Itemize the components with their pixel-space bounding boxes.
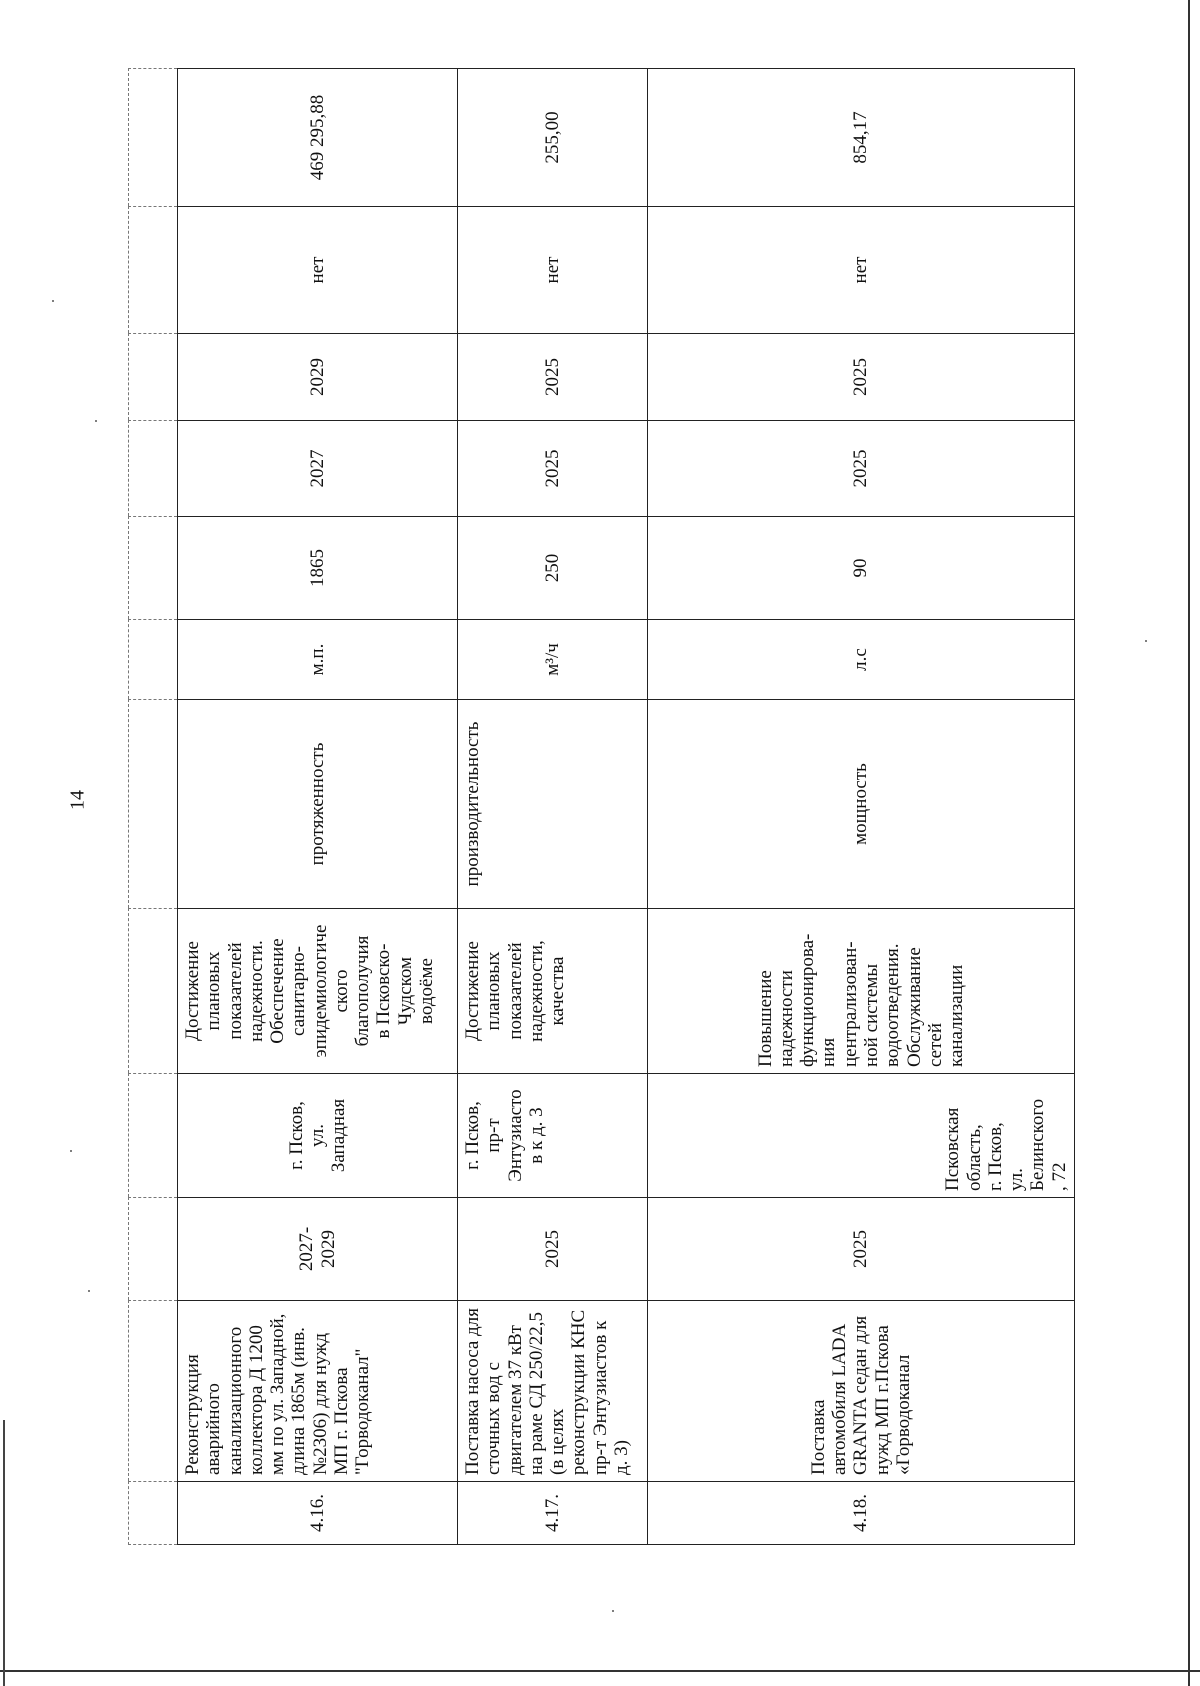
sheet-edge-right xyxy=(1188,0,1190,1686)
row-year-start: 2025 xyxy=(458,421,648,517)
table-row xyxy=(648,69,1075,1545)
row-flag: нет xyxy=(458,207,648,334)
strip-cell xyxy=(129,700,178,909)
row-number: 4.16. xyxy=(178,1482,458,1545)
scan-speck xyxy=(1145,640,1147,642)
row-period: 2025 xyxy=(458,1198,648,1301)
strip-cell xyxy=(129,1198,178,1301)
row-value: 250 xyxy=(458,517,648,620)
strip-cell xyxy=(129,620,178,700)
strip-cell xyxy=(129,1482,178,1545)
row-cost: 854,17 xyxy=(648,69,1075,207)
row-cost: 255,00 xyxy=(458,69,648,207)
row-value: 1865 xyxy=(178,517,458,620)
scan-speck xyxy=(52,300,54,302)
row-goal: Повышение надежности функционирова- ния централизован- ной системы водоотведения. Обслуживание сетей канализации xyxy=(648,909,1075,1074)
row-year-end: 2025 xyxy=(648,334,1075,421)
row-period: 2025 xyxy=(648,1198,1075,1301)
row-cost: 469 295,88 xyxy=(178,69,458,207)
investment-table xyxy=(128,68,1075,1545)
page-number: 14 xyxy=(66,790,89,810)
row-goal: Достижение плановых показателей надежности. Обеспечение санитарно- эпидемиологиче ского благополучия в Псковско- Чудском водоёме xyxy=(178,909,458,1074)
row-flag: нет xyxy=(178,207,458,334)
row-location: Псковская область, г. Псков, ул. Белинского , 72 xyxy=(648,1074,1075,1198)
row-year-start: 2025 xyxy=(648,421,1075,517)
strip-cell xyxy=(129,334,178,421)
row-period: 2027- 2029 xyxy=(178,1198,458,1301)
row-location: г. Псков, пр-т Энтузиасто в к д. 3 xyxy=(458,1074,648,1198)
strip-cell xyxy=(129,69,178,207)
strip-cell xyxy=(129,1074,178,1198)
row-indicator: мощность xyxy=(648,700,1075,909)
scan-speck xyxy=(70,1150,72,1152)
strip-cell xyxy=(129,517,178,620)
row-indicator: протяженность xyxy=(178,700,458,909)
row-unit: м.п. xyxy=(178,620,458,700)
sheet-edge-bottom xyxy=(0,1670,1200,1672)
row-description: Поставка насоса для сточных вод с двигателем 37 кВт на раме СД 250/22,5 (в целях реконструкции КНС пр-т Энтузиастов к д. 3) xyxy=(458,1301,648,1482)
row-unit: м³/ч xyxy=(458,620,648,700)
strip-cell xyxy=(129,909,178,1074)
row-flag: нет xyxy=(648,207,1075,334)
row-year-end: 2025 xyxy=(458,334,648,421)
scan-speck xyxy=(88,1290,90,1292)
row-location: г. Псков, ул. Западная xyxy=(178,1074,458,1198)
sheet-edge-left xyxy=(3,1420,5,1686)
strip-cell xyxy=(129,207,178,334)
strip-cell xyxy=(129,421,178,517)
row-number: 4.17. xyxy=(458,1482,648,1545)
row-number: 4.18. xyxy=(648,1482,1075,1545)
row-year-end: 2029 xyxy=(178,334,458,421)
row-description: Реконструкция аварийного канализационного коллектора Д 1200 мм по ул. Западной, длина 1865м (инв.№2306) для нужд МП г. Пскова "Горводоканал" xyxy=(178,1301,458,1482)
row-goal: Достижение плановых показателей надежности, качества xyxy=(458,909,648,1074)
row-indicator: производительность xyxy=(458,700,648,909)
strip-cell xyxy=(129,1301,178,1482)
table-row xyxy=(178,69,458,1545)
scan-speck xyxy=(612,1610,614,1612)
header-strip-row xyxy=(129,69,178,1545)
row-unit: л.с xyxy=(648,620,1075,700)
scan-speck xyxy=(95,420,97,422)
row-description: Поставка автомобиля LADA GRANTA седан для нужд МП г.Пскова «Горводоканал xyxy=(648,1301,1075,1482)
rotated-table-wrapper xyxy=(128,69,1070,1545)
row-value: 90 xyxy=(648,517,1075,620)
row-year-start: 2027 xyxy=(178,421,458,517)
table-row xyxy=(458,69,648,1545)
